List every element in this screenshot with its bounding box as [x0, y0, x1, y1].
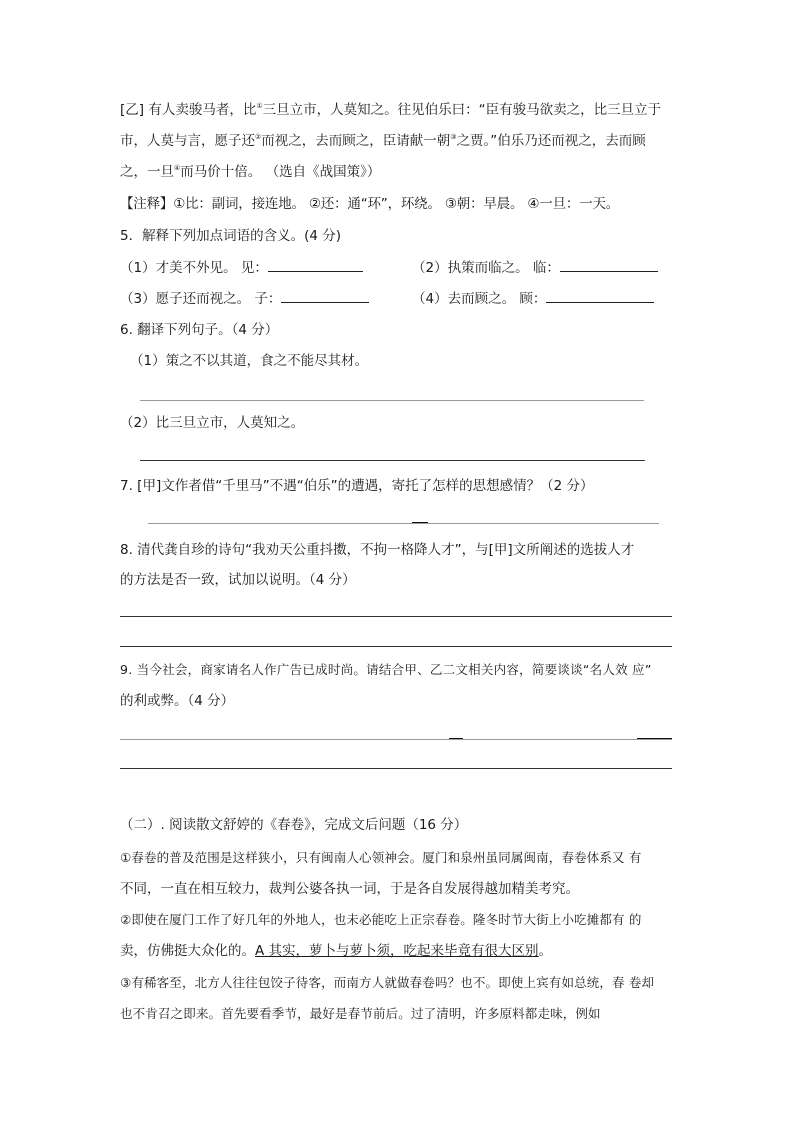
answer-line[interactable] — [148, 523, 659, 524]
answer-line[interactable] — [140, 460, 645, 461]
paragraph-3-line-1: ③有稀客至，北方人往往包饺子待客，而南方人就做春卷吗？也不。即使上宾有如总统，春 卷却 — [120, 975, 655, 990]
footnote-marker: ④ — [174, 164, 181, 172]
question-6-item-2: （2）比三旦立市，人莫知之。 — [120, 415, 305, 431]
question-6-item-1: （1）策之不以其道，食之不能尽其材。 — [130, 353, 369, 369]
paragraph-1-line-2: 不同，一直在相互较力，裁判公婆各执一词，于是各自发展得越加精美考究。 — [120, 881, 579, 897]
paragraph-2-line-2: 卖，仿佛挺大众化的。A 其实，萝卜与萝卜须，吃起来毕竟有很大区别。 — [120, 943, 553, 959]
question-6-title: 6. 翻译下列句子。（4 分） — [120, 322, 279, 338]
paragraph-3-line-2: 也不肯召之即来。首先要看季节，最好是春节前后。过了清明，许多原料都走味，例如 — [120, 1006, 601, 1021]
question-7: 7. [甲]文作者借“千里马”不遇“伯乐”的遭遇，寄托了怎样的思想感情？（2 分） — [120, 478, 594, 494]
answer-line[interactable] — [120, 739, 672, 740]
answer-blank[interactable] — [546, 288, 654, 303]
paragraph-2-line-1: ②即使在厦门工作了好几年的外地人，也未必能吃上正宗春卷。隆冬时节大街上小吃摊都有 的 — [120, 912, 642, 927]
section-2-title: （二）. 阅读散文舒婷的《春卷》，完成文后问题（16 分） — [120, 817, 468, 833]
line-mark — [449, 738, 463, 739]
question-5-item-4: （4）去而顾之。 顾： — [412, 288, 654, 309]
passage-line-2: 市，人莫与言，愿子还②而视之，去而顾之，臣请献一朝③之贾。”伯乐乃还而视之，去而顾 — [120, 133, 646, 149]
question-5-item-1: （1）才美不外见。 见： — [120, 257, 363, 278]
line-mark — [637, 738, 672, 739]
answer-line[interactable] — [120, 616, 672, 617]
answer-line[interactable] — [120, 646, 672, 647]
annotation-notes: 【注释】①比：副词，接连地。 ②还：通“环”，环绕。 ③朝：早晨。 ④一旦：一天。 — [120, 196, 620, 212]
answer-blank[interactable] — [268, 257, 363, 272]
answer-blank[interactable] — [560, 257, 658, 272]
footnote-marker: ③ — [450, 133, 457, 141]
answer-line[interactable] — [120, 768, 672, 769]
question-8-line-1: 8. 清代龚自珍的诗句“我劝天公重抖擞，不拘一格降人才”，与[甲]文所阐述的选拔人才 — [120, 542, 635, 558]
paragraph-1-line-1: ①春卷的普及范围是这样狭小，只有闽南人心领神会。厦门和泉州虽同属闽南，春卷体系又 有 — [120, 850, 642, 865]
question-8-line-2: 的方法是否一致，试加以说明。（4 分） — [120, 572, 356, 588]
question-5-item-3: （3）愿子还而视之。 子： — [120, 288, 369, 309]
answer-blank[interactable] — [281, 288, 369, 303]
question-9-line-1: 9. 当今社会，商家请名人作广告已成时尚。请结合甲、乙二文相关内容，简要谈谈“名人效 应” — [120, 662, 652, 677]
passage-line-1: [乙] 有人卖骏马者，比①三旦立市，人莫知之。往见伯乐曰：“臣有骏马欲卖之，比三旦立于 — [120, 102, 662, 118]
footnote-marker: ② — [255, 133, 262, 141]
footnote-marker: ① — [256, 102, 263, 110]
question-5-item-2: （2）执策而临之。 临： — [412, 257, 658, 278]
question-9-line-2: 的利或弊。（4 分） — [120, 693, 235, 709]
underlined-sentence-a: A 其实，萝卜与萝卜须，吃起来毕竟有很大区别 — [255, 943, 539, 959]
line-mark — [412, 522, 428, 523]
answer-line[interactable] — [140, 400, 644, 401]
passage-line-3: 之，一旦④而马价十倍。 （选自《战国策》） — [120, 164, 381, 180]
question-5-title: 5．解释下列加点词语的含义。(4 分) — [120, 228, 342, 244]
